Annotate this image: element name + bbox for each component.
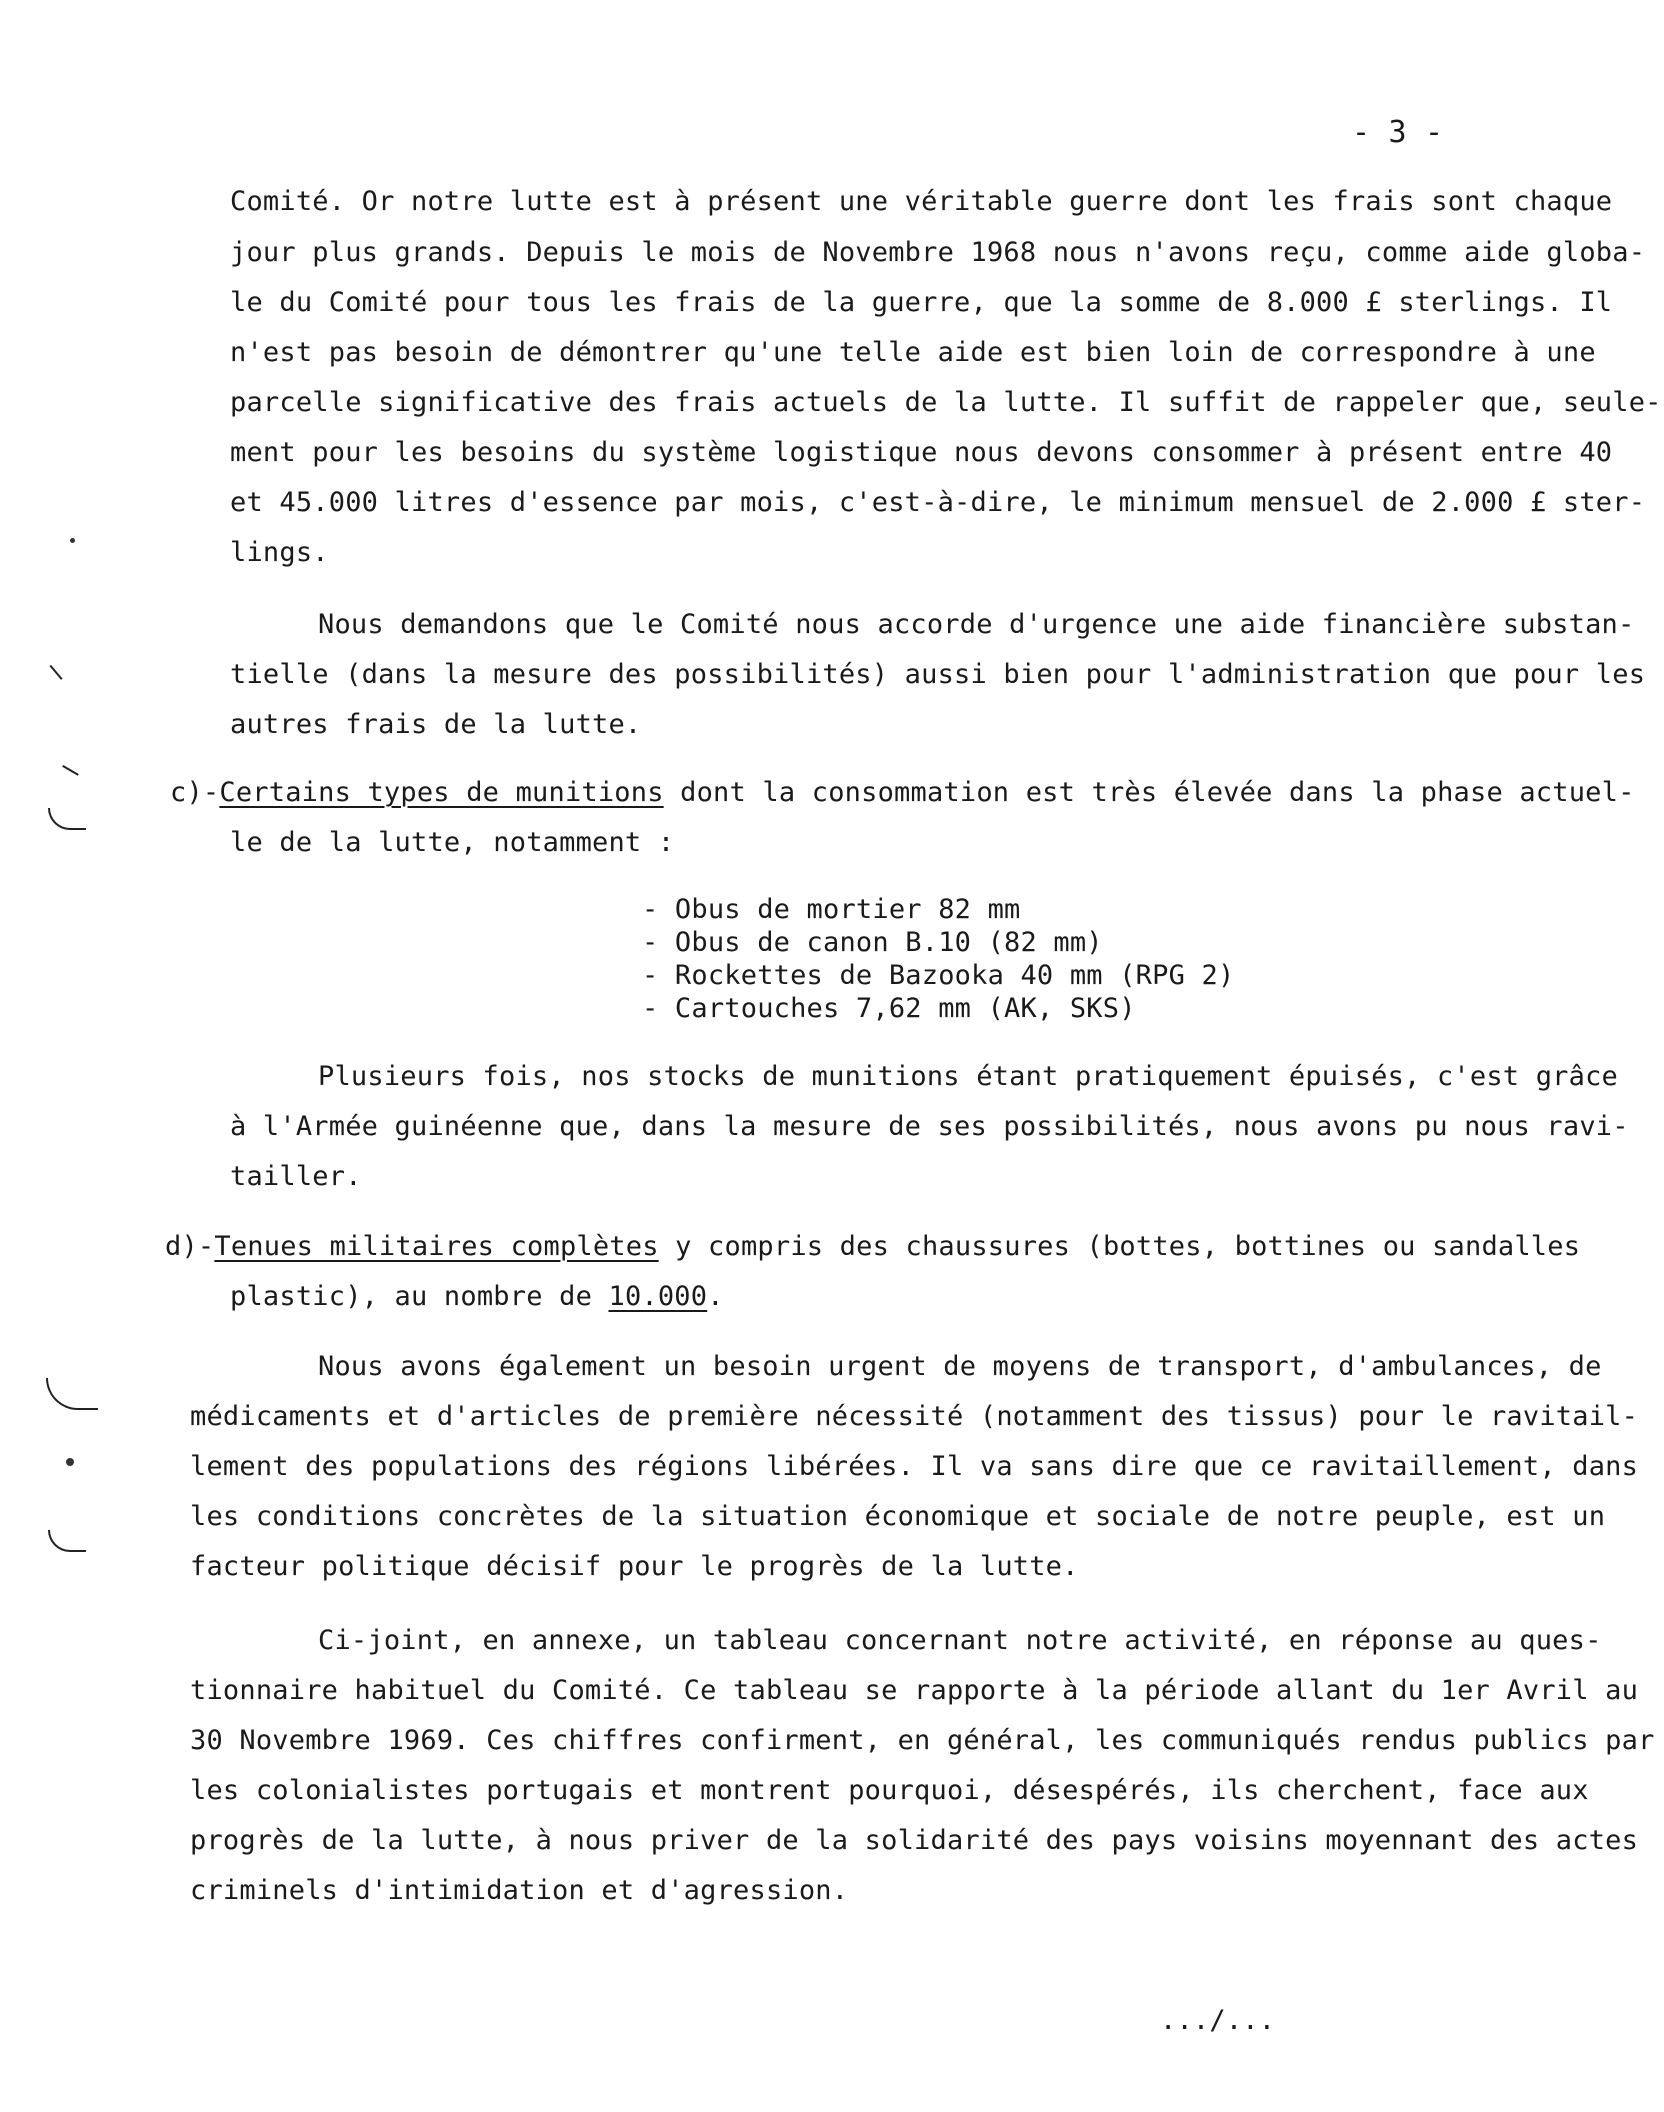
continuation-mark: .../... — [1160, 2005, 1276, 2036]
text-line: jour plus grands. Depuis le mois de Novembre 1968 nous n'avons reçu, comme aide globa- — [230, 237, 1646, 268]
scan-artifact-dot — [66, 1458, 74, 1466]
text-line: tionnaire habituel du Comité. Ce tableau se rapporte à la période allant du 1er Avril au — [190, 1675, 1639, 1706]
text-line: à l'Armée guinéenne que, dans la mesure de ses possibilités, nous avons pu nous ravi- — [230, 1111, 1629, 1142]
item-text: plastic), au nombre de — [230, 1281, 609, 1312]
item-text: dont la consommation est très élevée dans la phase actuel- — [663, 777, 1635, 808]
text-line: Nous demandons que le Comité nous accorde d'urgence une aide financière substan- — [318, 609, 1635, 640]
text-line: n'est pas besoin de démontrer qu'une telle aide est bien loin de correspondre à une — [230, 337, 1596, 368]
scan-artifact-dot — [70, 538, 75, 543]
item-d-line-1 — [165, 1230, 1580, 1264]
scan-artifact-mark — [46, 1378, 98, 1410]
list-item: - Cartouches 7,62 mm (AK, SKS) — [642, 993, 1136, 1024]
list-item: - Obus de mortier 82 mm — [642, 894, 1021, 925]
text-line: parcelle significative des frais actuels de la lutte. Il suffit de rappeler que, seule- — [230, 387, 1662, 418]
text-line: Plusieurs fois, nos stocks de munitions étant pratiquement épuisés, c'est grâce — [318, 1061, 1618, 1092]
text-line: 30 Novembre 1969. Ces chiffres confirment, en général, les communiqués rendus publics par — [190, 1725, 1655, 1756]
underlined-heading: Certains types de munitions — [219, 777, 664, 808]
text-line: Nous avons également un besoin urgent de moyens de transport, d'ambulances, de — [318, 1351, 1602, 1382]
list-item: - Rockettes de Bazooka 40 mm (RPG 2) — [642, 960, 1235, 991]
item-d-line-2 — [230, 1280, 724, 1314]
text-line: le de la lutte, notamment : — [230, 827, 675, 858]
text-line: lement des populations des régions libérées. Il va sans dire que ce ravitaillement, dans — [190, 1451, 1639, 1482]
text-line: tielle (dans la mesure des possibilités) aussi bien pour l'administration que pour les — [230, 659, 1646, 690]
text-line: ment pour les besoins du système logistique nous devons consommer à présent entre 40 — [230, 437, 1613, 468]
text-line: les colonialistes portugais et montrent pourquoi, désespérés, ils cherchent, face aux — [190, 1775, 1589, 1806]
item-text: y compris des chaussures (bottes, bottines ou sandalles — [658, 1231, 1581, 1262]
list-item: - Obus de canon B.10 (82 mm) — [642, 927, 1103, 958]
scan-artifact-mark — [62, 756, 84, 775]
text-line: progrès de la lutte, à nous priver de la solidarité des pays voisins moyennant des actes — [190, 1825, 1639, 1856]
text-line: criminels d'intimidation et d'agression. — [190, 1875, 849, 1906]
text-line: Ci-joint, en annexe, un tableau concernant notre activité, en réponse au ques- — [318, 1625, 1602, 1656]
text-line: tailler. — [230, 1161, 362, 1192]
text-line: lings. — [230, 537, 329, 568]
scan-artifact-mark — [48, 808, 86, 830]
text-line: médicaments et d'articles de première nécessité (notamment des tissus) pour le ravitail- — [190, 1401, 1639, 1432]
scan-artifact-mark — [49, 648, 82, 680]
scan-artifact-mark — [48, 1530, 86, 1552]
item-c-line-1 — [170, 776, 1635, 810]
item-text: . — [707, 1281, 724, 1312]
page-number: - 3 - — [1352, 115, 1444, 150]
item-marker: c)- — [170, 777, 220, 808]
text-line: le du Comité pour tous les frais de la guerre, que la somme de 8.000 £ sterlings. Il — [230, 287, 1613, 318]
text-line: autres frais de la lutte. — [230, 709, 642, 740]
underlined-quantity: 10.000 — [608, 1281, 708, 1312]
text-line: Comité. Or notre lutte est à présent une véritable guerre dont les frais sont chaque — [230, 186, 1613, 217]
text-line: facteur politique décisif pour le progrès de la lutte. — [190, 1551, 1079, 1582]
text-line: et 45.000 litres d'essence par mois, c'est-à-dire, le minimum mensuel de 2.000 £ ster- — [230, 487, 1646, 518]
item-marker: d)- — [165, 1231, 215, 1262]
underlined-heading: Tenues militaires complètes — [214, 1231, 659, 1262]
text-line: les conditions concrètes de la situation économique et sociale de notre peuple, est un — [190, 1501, 1606, 1532]
